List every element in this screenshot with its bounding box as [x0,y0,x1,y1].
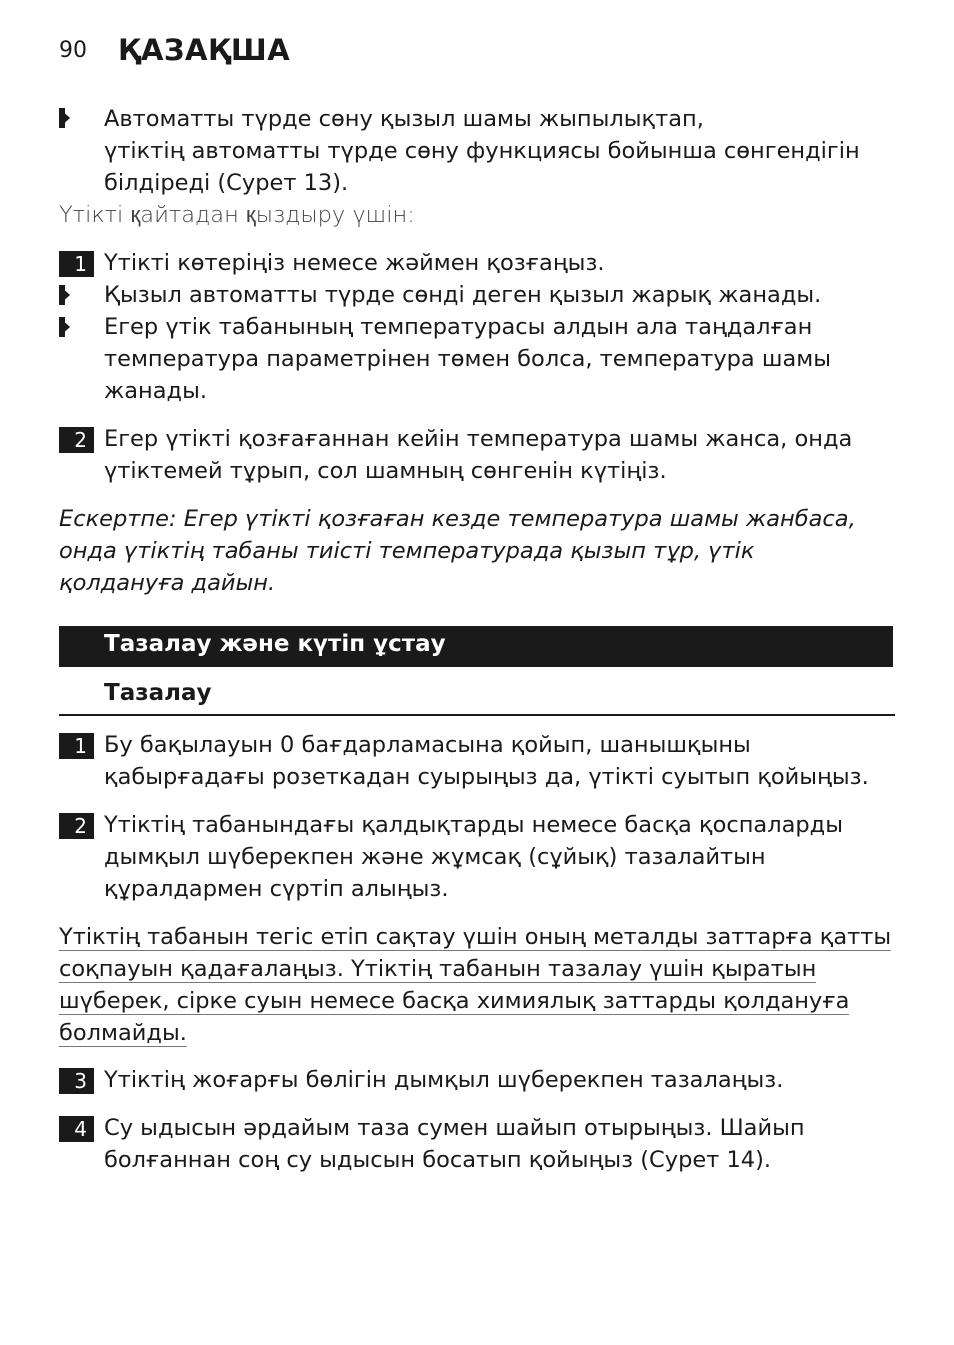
text-line: Үтікті көтеріңіз немесе жәймен қозғаңыз. [104,250,605,276]
step-number-badge: 4 [59,1116,94,1142]
text-line: Егер үтікті қозғағаннан кейін температура шамы жанса, онда [104,426,853,452]
reheat-label: Үтікті қайтадан қыздыру үшін: [59,202,415,228]
warning-line: болмайды. [59,1020,187,1046]
step-number-badge: 1 [59,733,94,759]
language-title: ҚАЗАҚША [118,33,291,67]
text-line: Автоматты түрде сөну қызыл шамы жыпылықтап, [104,106,704,132]
step-number-badge: 2 [59,427,94,453]
text-line: Егер үтік табанының температурасы алдын ала таңдалған [104,314,813,340]
warning-line: соқпауын қадағалаңыз. Үтіктің табанын тазалау үшін қыратын [59,956,817,982]
note-line: онда үтіктің табаны тиісті температурада қызып тұр, үтік [59,538,755,564]
warning-line: Үтіктің табанын тегіс етіп сақтау үшін оның металды заттарға қатты [59,924,892,950]
bullet-icon [59,317,70,337]
text-line: үтіктің автоматты түрде сөну функциясы бойынша сөнгендігін [104,138,860,164]
step-number-badge: 3 [59,1068,94,1094]
text-line: Су ыдысын әрдайым таза сумен шайып отырыңыз. Шайып [104,1115,805,1141]
note-line: Ескертпе: Егер үтікті қозғаған кезде температура шамы жанбаса, [59,506,856,532]
step-number-badge: 1 [59,251,94,277]
text-line: үтіктемей тұрып, сол шамның сөнгенін күтіңіз. [104,458,667,484]
text-line: жанады. [104,378,208,404]
text-line: дымқыл шүберекпен және жұмсақ (сұйық) тазалайтын [104,844,766,870]
text-line: құралдармен сүртіп алыңыз. [104,876,449,902]
text-line: болғаннан соң су ыдысын босатып қойыңыз (Сурет 14). [104,1147,772,1173]
page-number: 90 [59,38,87,63]
section-header-bar [59,626,893,667]
note-line: қолдануға дайын. [59,570,276,596]
subsection-title: Тазалау [104,680,212,706]
text-line: Бу бақылауын 0 бағдарламасына қойып, шанышқыны [104,732,751,758]
text-line: қабырғадағы розеткадан суырыңыз да, үтікті суытып қойыңыз. [104,764,869,790]
bullet-icon [59,285,70,305]
divider [59,714,895,716]
text-line: Үтіктің жоғарғы бөлігін дымқыл шүберекпен тазалаңыз. [104,1067,784,1093]
text-line: Үтіктің табанындағы қалдықтарды немесе басқа қоспаларды [104,812,843,838]
text-line: Қызыл автоматты түрде сөнді деген қызыл жарық жанады. [104,282,822,308]
text-line: білдіреді (Сурет 13). [104,170,349,196]
text-line: температура параметрінен төмен болса, температура шамы [104,346,831,372]
section-title: Тазалау және күтіп ұстау [104,631,446,657]
warning-line: шүберек, сірке суын немесе басқа химиялық заттарды қолдануға [59,988,850,1014]
bullet-icon [59,108,70,128]
step-number-badge: 2 [59,813,94,839]
